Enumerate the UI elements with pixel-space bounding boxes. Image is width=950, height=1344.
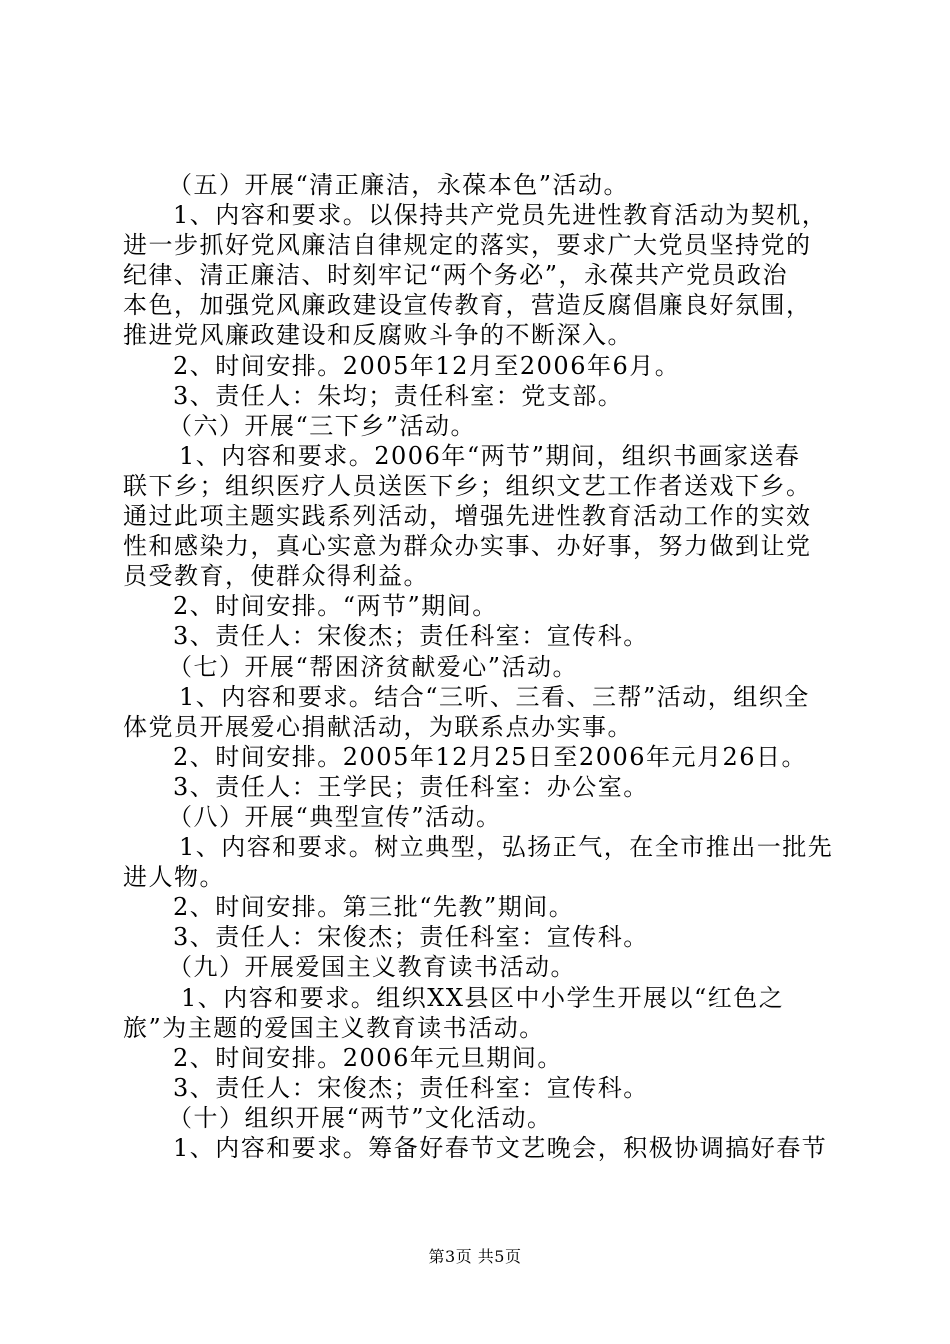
paragraph-line: 1、内容和要求。以保持共产党员先进性教育活动为契机，	[173, 201, 828, 230]
section-heading: （七）开展“帮困济贫献爱心”活动。	[168, 652, 579, 681]
section-heading: （五）开展“清正廉洁，永葆本色”活动。	[168, 171, 630, 199]
section-heading: （十）组织开展“两节”文化活动。	[168, 1103, 553, 1132]
paragraph-line: 3、责任人：宋俊杰；责任科室：宣传科。	[173, 923, 649, 952]
document-body	[123, 170, 833, 1163]
paragraph-line: 1、内容和要求。树立典型，弘扬正气，在全市推出一批先	[179, 833, 834, 862]
paragraph-line: 通过此项主题实践系列活动，增强先进性教育活动工作的实效	[123, 502, 812, 531]
paragraph-line: 2、时间安排。“两节”期间。	[173, 592, 498, 621]
paragraph-line: 员受教育，使群众得利益。	[123, 562, 429, 591]
paragraph-line: 1、内容和要求。结合“三听、三看、三帮”活动，组织全	[179, 682, 810, 711]
section-heading: （八）开展“典型宣传”活动。	[168, 802, 502, 831]
paragraph-line: 本色，加强党风廉政建设宣传教育，营造反腐倡廉良好氛围，	[123, 291, 812, 320]
paragraph-line: 1、内容和要求。筹备好春节文艺晚会，积极协调搞好春节	[173, 1134, 828, 1162]
paragraph-line: 3、责任人：朱均；责任科室：党支部。	[173, 381, 624, 410]
paragraph-line: 性和感染力，真心实意为群众办实事、办好事，努力做到让党	[123, 532, 812, 561]
paragraph-line: 进人物。	[123, 863, 225, 892]
page-footer: 第3页 共5页	[428, 1247, 522, 1266]
section-heading: （九）开展爱国主义教育读书活动。	[168, 953, 576, 982]
section-heading: （六）开展“三下乡”活动。	[168, 411, 477, 440]
paragraph-line: 纪律、清正廉洁、时刻牢记“两个务必”，永葆共产党员政治	[123, 261, 789, 290]
paragraph-line: 2、时间安排。第三批“先教”期间。	[173, 893, 575, 922]
paragraph-line: 体党员开展爱心捐献活动，为联系点办实事。	[123, 712, 633, 741]
paragraph-line: 3、责任人：宋俊杰；责任科室：宣传科。	[173, 1073, 649, 1102]
paragraph-line: 1、内容和要求。2006年“两节”期间，组织书画家送春	[179, 441, 801, 470]
paragraph-line: 旅”为主题的爱国主义教育读书活动。	[123, 1013, 545, 1042]
paragraph-line: 进一步抓好党风廉洁自律规定的落实，要求广大党员坚持党的	[123, 231, 812, 260]
paragraph-line: 联下乡；组织医疗人员送医下乡；组织文艺工作者送戏下乡。	[123, 471, 812, 500]
paragraph-line: 2、时间安排。2006年元旦期间。	[173, 1043, 563, 1072]
paragraph-line: 3、责任人：宋俊杰；责任科室：宣传科。	[173, 622, 649, 651]
paragraph-line: 3、责任人：王学民；责任科室：办公室。	[173, 772, 649, 801]
paragraph-line: 2、时间安排。2005年12月25日至2006年元月26日。	[173, 742, 808, 771]
paragraph-line: 1、内容和要求。组织XX县区中小学生开展以“红色之	[181, 983, 785, 1012]
paragraph-line: 推进党风廉政建设和反腐败斗争的不断深入。	[123, 321, 633, 350]
paragraph-line: 2、时间安排。2005年12月至2006年6月。	[173, 351, 681, 380]
